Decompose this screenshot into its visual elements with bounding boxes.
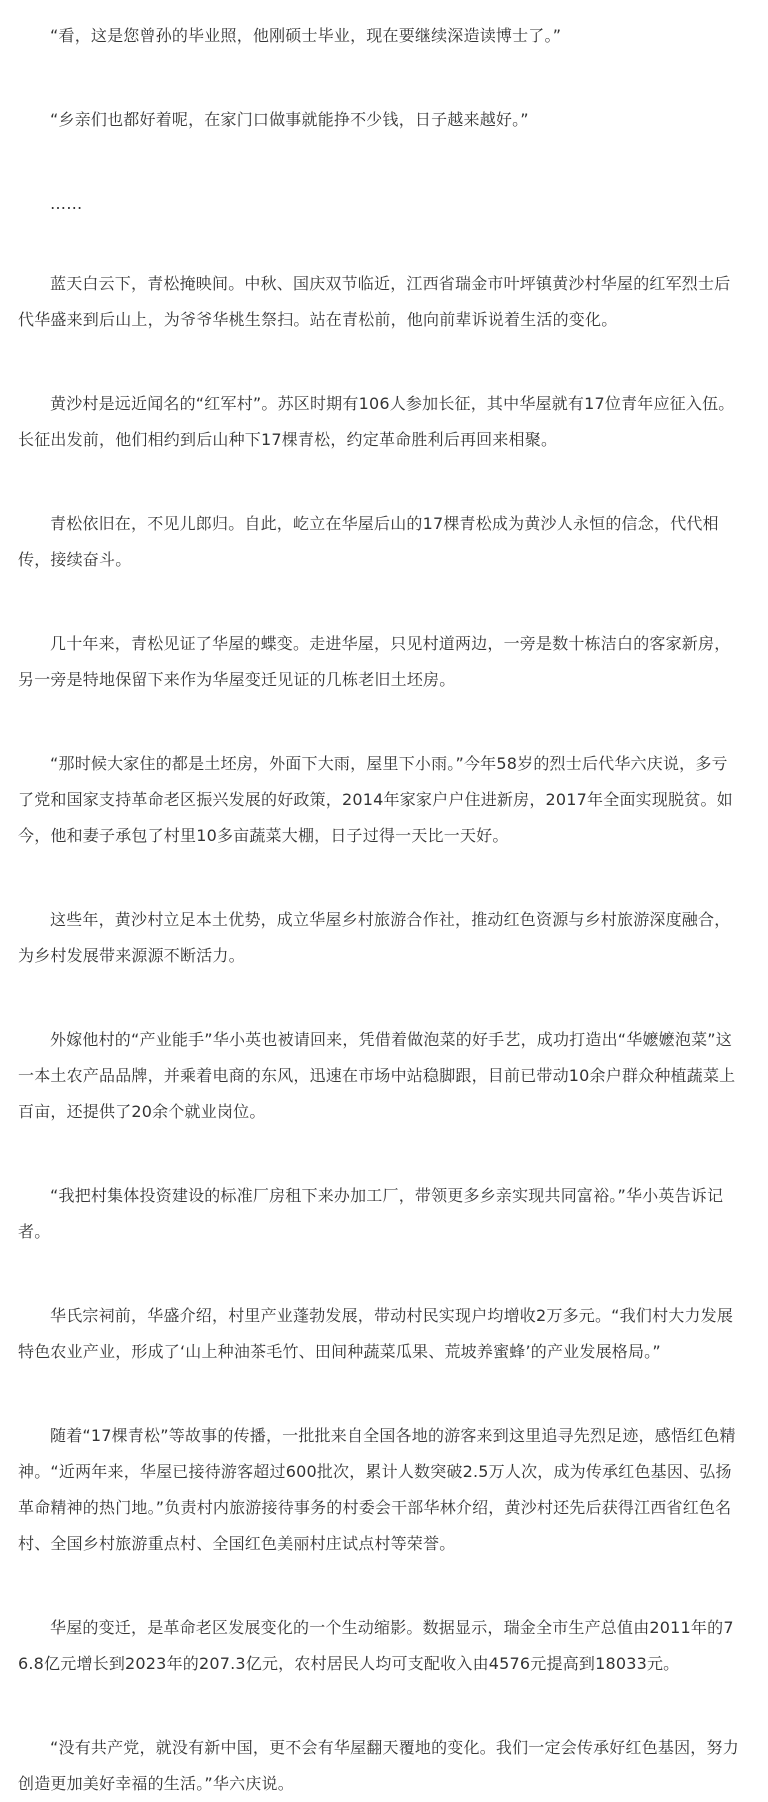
paragraph-transformation: 几十年来，青松见证了华屋的蝶变。走进华屋，只见村道两边，一旁是数十栋洁白的客家新房，另一旁是特地保留下来作为华屋变迁见证的几栋老旧土坯房。: [18, 634, 731, 689]
paragraph-visitors: 随着“17棵青松”等故事的传播，一批批来自全国各地的游客来到这里追寻先烈足迹，感悟红色精神。“近两年来，华屋已接待游客超过600批次，累计人数突破2.5万人次，成为传承红色基因、弘扬革命精神的热门地。”负责村内旅游接待事务的村委会干部华林介绍，黄沙村还先后获得江西省红色名村、全国乡村旅游重点村、全国红色美丽村庄试点村等荣誉。: [18, 1426, 736, 1553]
paragraph-closing-quote: “没有共产党，就没有新中国，更不会有华屋翻天覆地的变化。我们一定会传承好红色基因，努力创造更加美好幸福的生活。”华六庆说。: [18, 1738, 739, 1793]
paragraph-quote-graduation: “看，这是您曾孙的毕业照，他刚硕士毕业，现在要继续深造读博士了。”: [50, 26, 562, 45]
paragraph-ellipsis: ……: [50, 194, 83, 213]
paragraph-ancestral-hall: 华氏宗祠前，华盛介绍，村里产业蓬勃发展，带动村民实现户均增收2万多元。“我们村大力发展特色农业产业，形成了‘山上种油茶毛竹、田间种蔬菜瓜果、荒坡养蜜蜂’的产业发展格局。”: [18, 1306, 734, 1361]
paragraph-tourism-coop: 这些年，黄沙村立足本土优势，成立华屋乡村旅游合作社，推动红色资源与乡村旅游深度融合，为乡村发展带来源源不断活力。: [18, 910, 731, 965]
paragraph-hua-xiaoying: 外嫁他村的“产业能手”华小英也被请回来，凭借着做泡菜的好手艺，成功打造出“华嬷嬷泡菜”这一本土农产品品牌，并乘着电商的东风，迅速在市场中站稳脚跟，目前已带动10余户群众种植蔬菜上百亩，还提供了20余个就业岗位。: [18, 1030, 736, 1121]
paragraph-pines-belief: 青松依旧在，不见儿郎归。自此，屹立在华屋后山的17棵青松成为黄沙人永恒的信念，代代相传，接续奋斗。: [18, 514, 719, 569]
paragraph-factory-quote: “我把村集体投资建设的标准厂房租下来办加工厂，带领更多乡亲实现共同富裕。”华小英告诉记者。: [18, 1186, 724, 1241]
paragraph-intro: 蓝天白云下，青松掩映间。中秋、国庆双节临近，江西省瑞金市叶坪镇黄沙村华屋的红军烈士后代华盛来到后山上，为爷爷华桃生祭扫。站在青松前，他向前辈诉说着生活的变化。: [18, 274, 731, 329]
paragraph-red-army-village: 黄沙村是远近闻名的“红军村”。苏区时期有106人参加长征，其中华屋就有17位青年应征入伍。长征出发前，他们相约到后山种下17棵青松，约定革命胜利后再回来相聚。: [18, 394, 735, 449]
paragraph-statistics: 华屋的变迁，是革命老区发展变化的一个生动缩影。数据显示，瑞金全市生产总值由2011年的76.8亿元增长到2023年的207.3亿元，农村居民人均可支配收入由4576元提高到18033元。: [18, 1618, 734, 1673]
paragraph-hua-liuqing: “那时候大家住的都是土坯房，外面下大雨，屋里下小雨。”今年58岁的烈士后代华六庆说，多亏了党和国家支持革命老区振兴发展的好政策，2014年家家户户住进新房，2017年全面实现脱贫。如今，他和妻子承包了村里10多亩蔬菜大棚，日子过得一天比一天好。: [18, 754, 733, 845]
paragraph-quote-villagers: “乡亲们也都好着呢，在家门口做事就能挣不少钱，日子越来越好。”: [50, 110, 529, 129]
